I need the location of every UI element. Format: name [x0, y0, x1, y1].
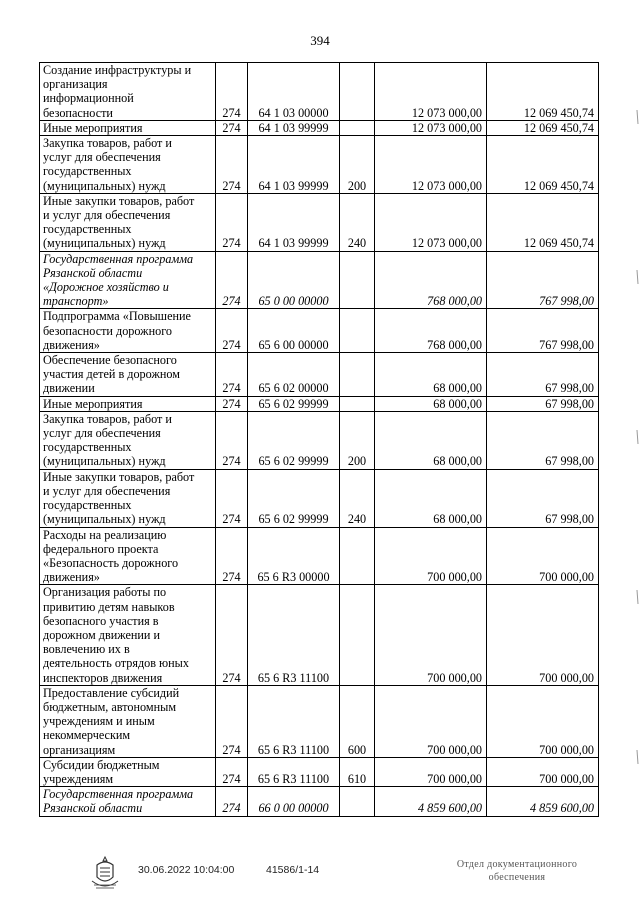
exec-amount-cell: 12 069 450,74 [487, 120, 599, 135]
row-name-line: услуг для обеспечения [43, 150, 161, 165]
exec-amount-cell: 12 069 450,74 [487, 136, 599, 194]
exec-amount-cell: 700 000,00 [487, 527, 599, 585]
table-row [40, 193, 599, 251]
gov-code-cell: 274 [216, 136, 248, 194]
csr-code-cell: 65 6 R3 11100 [248, 685, 340, 757]
table-row [40, 63, 599, 121]
row-name-cell [40, 787, 216, 816]
row-name-line: движения» [43, 337, 100, 352]
vr-code-cell [340, 120, 375, 135]
exec-amount-cell: 67 998,00 [487, 469, 599, 527]
row-name-line: (муниципальных) нужд [43, 236, 166, 251]
table-row [40, 251, 599, 309]
vr-code-cell [340, 353, 375, 397]
row-name-line: учреждениям и иным [43, 714, 155, 729]
vr-code-cell: 200 [340, 136, 375, 194]
exec-amount-cell: 67 998,00 [487, 353, 599, 397]
footer-department [432, 858, 602, 884]
vr-code-cell [340, 787, 375, 816]
gov-code-cell: 274 [216, 309, 248, 353]
row-name-cell [40, 136, 216, 194]
exec-amount-cell: 700 000,00 [487, 685, 599, 757]
row-name-line: услуг для обеспечения [43, 426, 161, 441]
row-name-line: Иные закупки товаров, работ [43, 469, 195, 484]
row-name-line: бюджетным, автономным [43, 699, 177, 714]
plan-amount-cell: 700 000,00 [375, 757, 487, 786]
row-name-line: (муниципальных) нужд [43, 454, 166, 469]
plan-amount-cell: 68 000,00 [375, 411, 487, 469]
plan-amount-cell: 68 000,00 [375, 469, 487, 527]
vr-code-cell [340, 251, 375, 309]
row-name-line: вовлечению их в [43, 642, 130, 657]
exec-amount-cell: 12 069 450,74 [487, 193, 599, 251]
vr-code-cell: 240 [340, 193, 375, 251]
exec-amount-cell: 700 000,00 [487, 585, 599, 685]
gov-code-cell: 274 [216, 787, 248, 816]
footer-department-line2: обеспечения [488, 872, 546, 883]
row-name-line: движении [43, 381, 95, 396]
row-name-line: Расходы на реализацию [43, 527, 167, 542]
row-name-cell [40, 757, 216, 786]
row-name-line: Государственная программа [43, 787, 194, 802]
csr-code-cell: 64 1 03 00000 [248, 63, 340, 121]
vr-code-cell [340, 396, 375, 411]
plan-amount-cell: 700 000,00 [375, 527, 487, 585]
row-name-line: безопасности [43, 105, 113, 120]
gov-code-cell: 274 [216, 585, 248, 685]
page-number: 394 [310, 33, 330, 48]
csr-code-cell: 64 1 03 99999 [248, 193, 340, 251]
table-row [40, 309, 599, 353]
row-name-line: транспорт» [43, 294, 109, 309]
plan-amount-cell: 4 859 600,00 [375, 787, 487, 816]
row-name-line: государственных [43, 164, 132, 179]
csr-code-cell: 65 6 00 00000 [248, 309, 340, 353]
row-name-line: информационной [43, 91, 134, 106]
exec-amount-cell: 4 859 600,00 [487, 787, 599, 816]
row-name-line: Иные мероприятия [43, 120, 143, 135]
row-name-line: участия детей в дорожном [43, 367, 180, 382]
row-name-cell [40, 585, 216, 685]
row-name-cell [40, 411, 216, 469]
table-row [40, 757, 599, 786]
plan-amount-cell: 700 000,00 [375, 685, 487, 757]
row-name-cell [40, 469, 216, 527]
csr-code-cell: 65 6 02 99999 [248, 396, 340, 411]
vr-code-cell [340, 309, 375, 353]
plan-amount-cell: 700 000,00 [375, 585, 487, 685]
row-name-line: организациям [43, 742, 116, 757]
row-name-cell [40, 63, 216, 121]
margin-scan-marks [632, 110, 640, 830]
row-name-line: дорожном движении и [43, 627, 161, 642]
row-name-line: «Безопасность дорожного [43, 555, 179, 570]
row-name-line: (муниципальных) нужд [43, 178, 166, 193]
gov-code-cell: 274 [216, 353, 248, 397]
gov-code-cell: 274 [216, 193, 248, 251]
row-name-cell [40, 120, 216, 135]
row-name-cell [40, 309, 216, 353]
plan-amount-cell: 68 000,00 [375, 353, 487, 397]
vr-code-cell [340, 63, 375, 121]
csr-code-cell: 65 6 R3 11100 [248, 757, 340, 786]
row-name-line: и услуг для обеспечения [43, 483, 171, 498]
exec-amount-cell: 767 998,00 [487, 251, 599, 309]
csr-code-cell: 65 6 02 99999 [248, 411, 340, 469]
row-name-line: государственных [43, 222, 132, 237]
vr-code-cell: 200 [340, 411, 375, 469]
vr-code-cell: 240 [340, 469, 375, 527]
gov-code-cell: 274 [216, 396, 248, 411]
row-name-line: Предоставление субсидий [43, 685, 180, 700]
row-name-line: Подпрограмма «Повышение [43, 309, 191, 324]
gov-code-cell: 274 [216, 685, 248, 757]
table-row [40, 353, 599, 397]
row-name-line: Закупка товаров, работ и [43, 136, 172, 151]
gov-code-cell: 274 [216, 251, 248, 309]
row-name-line: инспекторов движения [43, 670, 163, 685]
csr-code-cell: 66 0 00 00000 [248, 787, 340, 816]
csr-code-cell: 65 6 02 00000 [248, 353, 340, 397]
csr-code-cell: 64 1 03 99999 [248, 120, 340, 135]
plan-amount-cell: 12 073 000,00 [375, 63, 487, 121]
csr-code-cell: 65 0 00 00000 [248, 251, 340, 309]
vr-code-cell [340, 527, 375, 585]
row-name-line: некоммерческим [43, 728, 131, 743]
row-name-line: и услуг для обеспечения [43, 208, 171, 223]
gov-code-cell: 274 [216, 411, 248, 469]
row-name-line: деятельность отрядов юных [43, 656, 189, 671]
table-row [40, 136, 599, 194]
footer-department-line1: Отдел документационного [456, 859, 578, 870]
row-name-line: (муниципальных) нужд [43, 512, 166, 527]
csr-code-cell: 65 6 R3 11100 [248, 585, 340, 685]
row-name-line: Обеспечение безопасного [43, 353, 177, 368]
row-name-cell [40, 251, 216, 309]
plan-amount-cell: 68 000,00 [375, 396, 487, 411]
row-name-line: привитию детям навыков [43, 599, 175, 614]
plan-amount-cell: 12 073 000,00 [375, 120, 487, 135]
row-name-line: государственных [43, 440, 132, 455]
row-name-cell [40, 527, 216, 585]
csr-code-cell: 65 6 R3 00000 [248, 527, 340, 585]
footer-doc-code: 41586/1-14 [266, 864, 320, 876]
vr-code-cell: 610 [340, 757, 375, 786]
csr-code-cell: 64 1 03 99999 [248, 136, 340, 194]
gov-code-cell: 274 [216, 120, 248, 135]
table-row [40, 120, 599, 135]
row-name-line: государственных [43, 498, 132, 513]
row-name-cell [40, 193, 216, 251]
budget-table-body [40, 63, 599, 817]
exec-amount-cell: 67 998,00 [487, 396, 599, 411]
table-row [40, 585, 599, 685]
table-row [40, 396, 599, 411]
row-name-line: движения» [43, 570, 100, 585]
row-name-line: федерального проекта [43, 541, 159, 556]
plan-amount-cell: 12 073 000,00 [375, 193, 487, 251]
row-name-line: «Дорожное хозяйство и [43, 280, 169, 295]
footer-datetime: 30.06.2022 10:04:00 [138, 864, 235, 876]
row-name-line: Государственная программа [43, 251, 194, 266]
emblem-stamp-icon [88, 855, 122, 891]
row-name-cell [40, 353, 216, 397]
row-name-line: безопасного участия в [43, 613, 159, 628]
exec-amount-cell: 12 069 450,74 [487, 63, 599, 121]
plan-amount-cell: 768 000,00 [375, 251, 487, 309]
table-row [40, 411, 599, 469]
table-row [40, 787, 599, 816]
row-name-line: Рязанской области [43, 801, 143, 816]
exec-amount-cell: 700 000,00 [487, 757, 599, 786]
row-name-cell [40, 396, 216, 411]
row-name-line: Субсидии бюджетным [43, 757, 160, 772]
csr-code-cell: 65 6 02 99999 [248, 469, 340, 527]
row-name-line: Организация работы по [43, 585, 167, 600]
gov-code-cell: 274 [216, 757, 248, 786]
plan-amount-cell: 12 073 000,00 [375, 136, 487, 194]
row-name-line: Иные закупки товаров, работ [43, 193, 195, 208]
plan-amount-cell: 768 000,00 [375, 309, 487, 353]
gov-code-cell: 274 [216, 63, 248, 121]
row-name-line: учреждениям [43, 771, 114, 786]
row-name-line: безопасности дорожного [43, 323, 173, 338]
table-row [40, 469, 599, 527]
row-name-line: Иные мероприятия [43, 396, 143, 411]
row-name-line: организация [43, 77, 108, 92]
table-row [40, 685, 599, 757]
budget-table [39, 62, 599, 817]
gov-code-cell: 274 [216, 469, 248, 527]
exec-amount-cell: 767 998,00 [487, 309, 599, 353]
vr-code-cell [340, 585, 375, 685]
row-name-line: Рязанской области [43, 265, 143, 280]
exec-amount-cell: 67 998,00 [487, 411, 599, 469]
row-name-cell [40, 685, 216, 757]
gov-code-cell: 274 [216, 527, 248, 585]
vr-code-cell: 600 [340, 685, 375, 757]
row-name-line: Создание инфраструктуры и [43, 63, 192, 77]
table-row [40, 527, 599, 585]
row-name-line: Закупка товаров, работ и [43, 411, 172, 426]
